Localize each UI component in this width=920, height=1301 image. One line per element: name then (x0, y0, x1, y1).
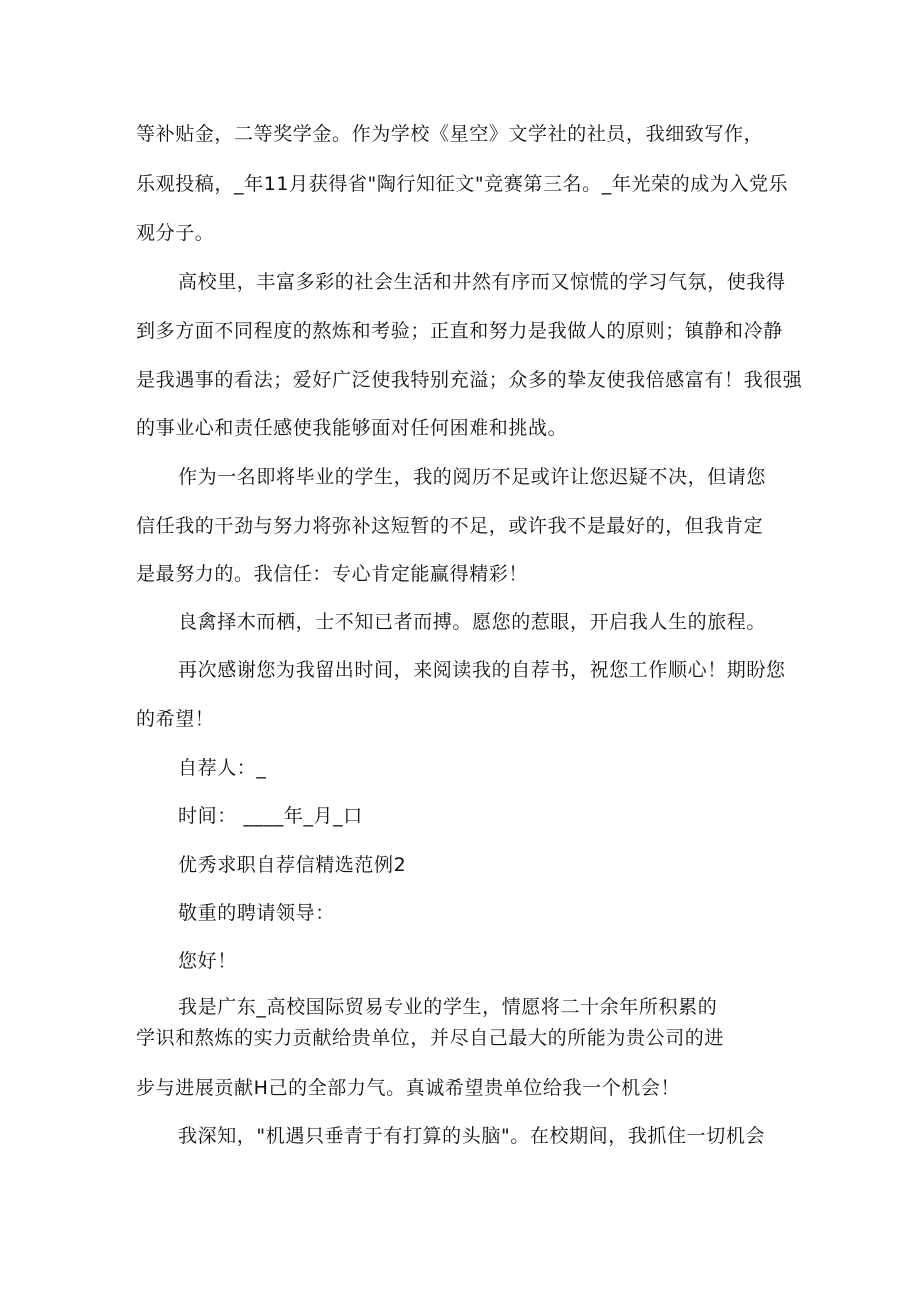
text-line: 我深知，"机遇只垂青于有打算的头脑"。在校期间，我抓住一切机会 (178, 1125, 766, 1147)
text-line: 信任我的干劲与努力将弥补这短暂的不足，或许我不是最好的，但我肯定 (136, 515, 764, 537)
salutation: 敬重的聘请领导： (178, 902, 335, 924)
text-line: 是最努力的。我信任：专心肯定能赢得精彩！ (136, 563, 529, 585)
text-line: 步与进展贡献H己的全部力气。真诚希望贵单位给我一个机会！ (136, 1077, 681, 1099)
text-line: 高校里，丰富多彩的社会生活和井然有序而又惊慌的学习气氛，使我得 (178, 271, 786, 293)
text-line: 作为一名即将毕业的学生，我的阅历不足或许让您迟疑不决，但请您 (178, 466, 767, 488)
text-line: 观分子。 (136, 222, 215, 244)
text-line: 等补贴金，二等奖学金。作为学校《星空》文学社的社员，我细致写作， (136, 123, 764, 145)
greeting: 您好！ (178, 950, 237, 972)
text-line: 学识和熬炼的实力贡献给贵单位，并尽自己最大的所能为贵公司的进 (136, 1027, 725, 1049)
text-line: 是我遇事的看法；爱好广泛使我特别充溢；众多的挚友使我倍感富有！我很强 (136, 369, 803, 391)
text-line: 的希望！ (136, 708, 215, 730)
section-title: 优秀求职自荐信精选范例2 (178, 854, 407, 876)
text-line: 乐观投稿，_年11月获得省"陶行知征文"竞赛第三名。_年光荣的成为入党乐 (136, 173, 789, 195)
text-line: 到多方面不同程度的熬炼和考验；正直和努力是我做人的原则；镇静和冷静 (136, 320, 783, 342)
signature-label: 自荐人：_ (178, 757, 267, 779)
text-line: 的事业心和责任感使我能够面对任何困难和挑战。 (136, 417, 568, 439)
text-line: 再次感谢您为我留出时间，来阅读我的自荐书，祝您工作顺心！期盼您 (178, 659, 786, 681)
date-line: 时间： ____年_月_口 (178, 805, 363, 827)
text-line: 我是广东_高校国际贸易专业的学生，情愿将二十余年所积累的 (178, 996, 718, 1018)
text-line: 良禽择木而栖，士不知已者而搏。愿您的惹眼，开启我人生的旅程。 (178, 611, 767, 633)
